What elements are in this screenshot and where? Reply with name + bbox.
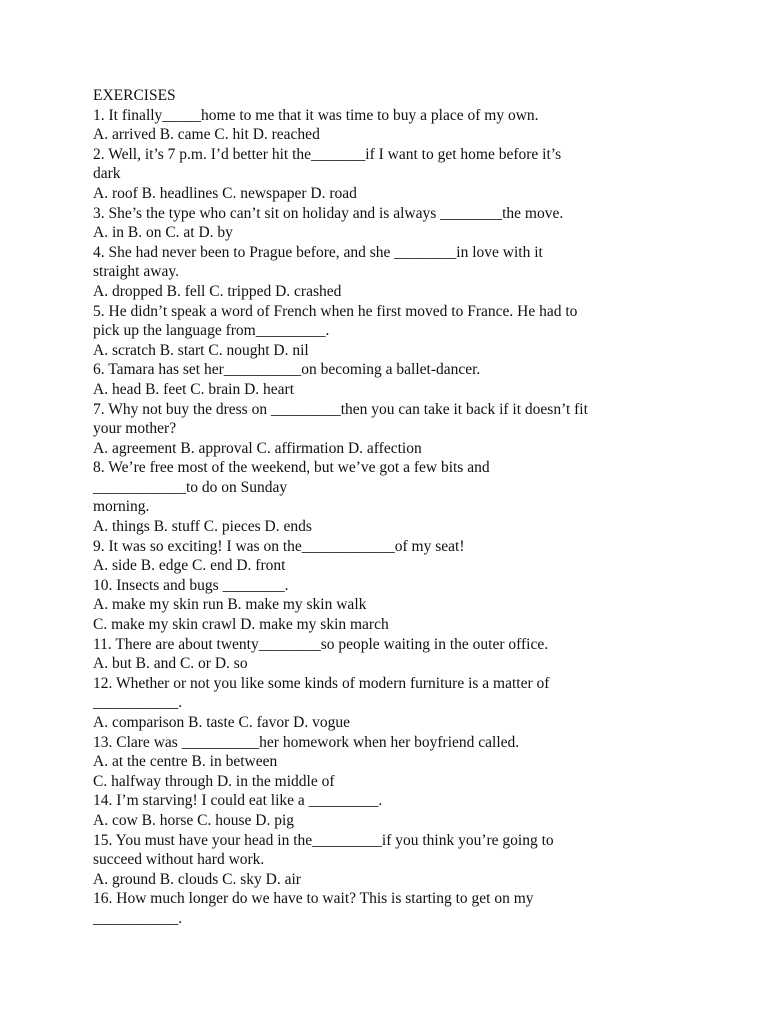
answers-14: A. cow B. horse C. house D. pig [93,811,295,829]
question-12: 12. Whether or not you like some kinds of modern furniture is a matter of [93,674,550,692]
question-1: 1. It finally_____home to me that it was time to buy a place of my own. [93,106,539,124]
answers-15: A. ground B. clouds C. sky D. air [93,870,301,888]
answers-5: A. scratch B. start C. nought D. nil [93,341,309,359]
question-10: 10. Insects and bugs ________. [93,576,289,594]
answers-6: A. head B. feet C. brain D. heart [93,380,295,398]
question-7: 7. Why not buy the dress on _________then you can take it back if it doesn’t fit [93,400,588,418]
question-8-continued: ____________to do on Sunday [93,478,288,496]
answers-3: A. in B. on C. at D. by [93,224,233,242]
answers-10: A. make my skin run B. make my skin walk [93,596,367,614]
question-13: 13. Clare was __________her homework when her boyfriend called. [93,733,520,751]
question-6: 6. Tamara has set her__________on becoming a ballet-dancer. [93,361,481,379]
answers-4: A. dropped B. fell C. tripped D. crashed [93,282,342,300]
question-8-continued-2: morning. [93,498,150,516]
question-15: 15. You must have your head in the_________if you think you’re going to [93,831,554,849]
answers-12: A. comparison B. taste C. favor D. vogue [93,714,350,731]
exercise-text-block [93,86,693,929]
answers-9: A. side B. edge C. end D. front [93,557,286,575]
answers-1: A. arrived B. came C. hit D. reached [93,126,320,144]
question-2-continued: dark [93,165,121,183]
question-14: 14. I’m starving! I could eat like a _________. [93,792,383,810]
question-4: 4. She had never been to Prague before, and she ________in love with it [93,243,543,261]
answers-13-continued: C. halfway through D. in the middle of [93,772,335,790]
question-4-continued: straight away. [93,263,179,281]
question-5: 5. He didn’t speak a word of French when he first moved to France. He had to [93,302,578,320]
answers-13: A. at the centre B. in between [93,753,278,771]
question-5-continued: pick up the language from_________. [93,322,330,340]
question-12-continued: ___________. [93,694,183,712]
question-15-continued: succeed without hard work. [93,851,265,869]
answers-2: A. roof B. headlines C. newspaper D. road [93,184,357,202]
question-8: 8. We’re free most of the weekend, but we’ve got a few bits and [93,459,490,477]
answers-10-continued: C. make my skin crawl D. make my skin march [93,616,389,634]
question-16-continued: ___________. [93,909,183,927]
question-2: 2. Well, it’s 7 p.m. I’d better hit the_______if I want to get home before it’s [93,145,562,163]
answers-11: A. but B. and C. or D. so [93,655,248,673]
question-3: 3. She’s the type who can’t sit on holiday and is always ________the move. [93,204,564,222]
question-11: 11. There are about twenty________so people waiting in the outer office. [93,635,549,653]
answers-8: A. things B. stuff C. pieces D. ends [93,518,312,536]
question-9: 9. It was so exciting! I was on the____________of my seat! [93,537,465,555]
question-7-continued: your mother? [93,420,177,438]
heading-exercises: EXERCISES [93,87,176,104]
question-16: 16. How much longer do we have to wait? This is starting to get on my [93,890,534,908]
answers-7: A. agreement B. approval C. affirmation D. affection [93,439,422,457]
